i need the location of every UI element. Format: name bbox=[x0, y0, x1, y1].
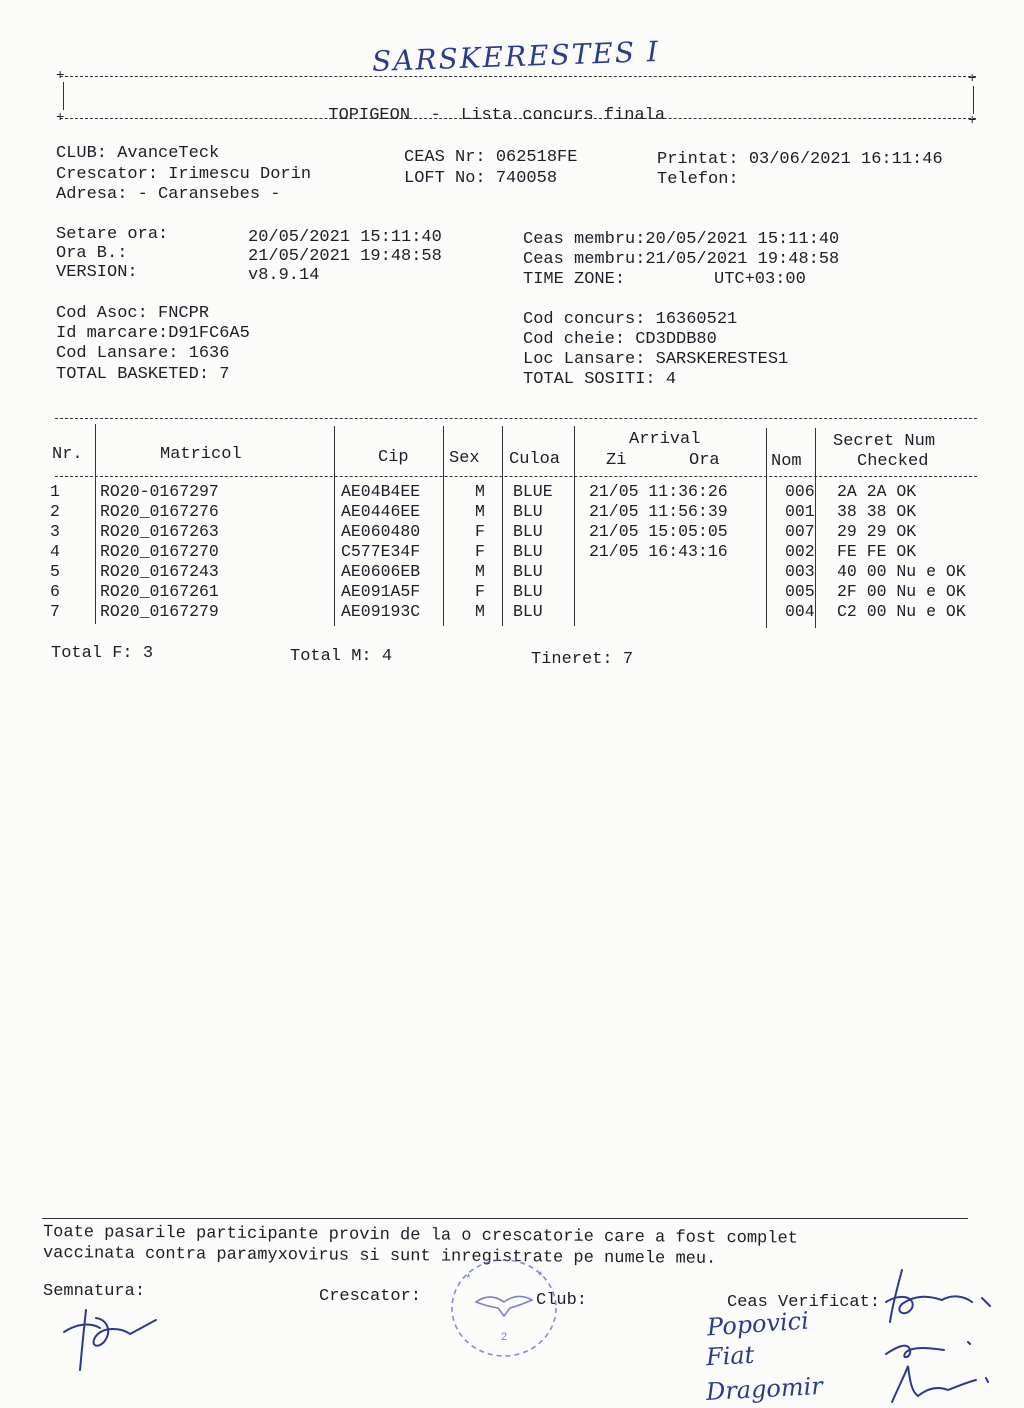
header-title-line bbox=[308, 87, 665, 125]
table-row bbox=[50, 542, 997, 562]
time-zone-label: TIME ZONE: bbox=[523, 270, 626, 289]
cell-cip: AE060480 bbox=[341, 522, 421, 541]
cell-arrival: 21/05 16:43:16 bbox=[589, 542, 728, 561]
total-basketed: TOTAL BASKETED: 7 bbox=[56, 365, 230, 384]
ceas-membru-2: Ceas membru:21/05/2021 19:48:58 bbox=[523, 250, 840, 269]
cell-matricol: RO20-0167297 bbox=[100, 482, 219, 501]
loc-lansare: Loc Lansare: SARSKERESTES1 bbox=[523, 350, 789, 369]
cod-concurs: Cod concurs: 16360521 bbox=[523, 310, 738, 329]
verifier-name-1: Popovici bbox=[706, 1306, 810, 1342]
cell-arrival: 21/05 11:36:26 bbox=[589, 482, 728, 501]
crescator-label: Crescator: bbox=[319, 1287, 422, 1306]
statement-line-1: Toate pasarile participante provin de la o crescatorie care a fost complet bbox=[42, 1223, 798, 1249]
cell-arrival: 21/05 11:56:39 bbox=[589, 502, 728, 521]
table-top-rule bbox=[55, 418, 977, 419]
results-table bbox=[50, 482, 997, 622]
cell-arrival bbox=[585, 602, 781, 622]
loft-no: LOFT No: 740058 bbox=[404, 169, 558, 188]
total-m: Total M: 4 bbox=[290, 647, 393, 666]
table-row bbox=[50, 522, 997, 542]
cell-matricol: RO20_0167276 bbox=[100, 502, 219, 521]
th-arrival: Arrival bbox=[629, 430, 701, 449]
cell-sex: M bbox=[475, 562, 485, 581]
cell-culoa: BLU bbox=[513, 542, 543, 561]
cell-secret: 38 38 OK bbox=[837, 502, 917, 521]
tineret: Tineret: 7 bbox=[531, 650, 634, 669]
cell-cip: C577E34F bbox=[341, 542, 421, 561]
cell-secret: 2F 00 Nu e OK bbox=[837, 582, 966, 601]
version-value: v8.9.14 bbox=[248, 266, 320, 285]
th-matricol: Matricol bbox=[160, 445, 242, 464]
cod-lansare: Cod Lansare: 1636 bbox=[56, 344, 230, 363]
verifier-name-2: Fiat bbox=[705, 1340, 755, 1372]
svg-text:2: 2 bbox=[500, 1331, 508, 1343]
cell-nr: 7 bbox=[50, 602, 60, 621]
ceas-nr: CEAS Nr: 062518FE bbox=[404, 148, 578, 167]
footer-rule bbox=[42, 1218, 968, 1219]
cell-culoa: BLU bbox=[513, 502, 543, 521]
total-sositi: TOTAL SOSITI: 4 bbox=[523, 370, 677, 389]
ora-b-label: Ora B.: bbox=[56, 244, 128, 263]
cell-matricol: RO20_0167279 bbox=[100, 602, 219, 621]
cell-arrival bbox=[585, 582, 781, 602]
cell-sex: M bbox=[475, 482, 485, 501]
header-corner-tr: + bbox=[968, 71, 977, 87]
cell-secret: FE FE OK bbox=[837, 542, 917, 561]
cell-nom: 003 bbox=[785, 562, 815, 581]
ceas-verificat-label: Ceas Verificat: bbox=[727, 1293, 881, 1312]
semnatura-label: Semnatura: bbox=[43, 1282, 146, 1301]
ora-b-value: 21/05/2021 19:48:58 bbox=[248, 247, 442, 266]
cell-culoa: BLU bbox=[513, 522, 543, 541]
header-corner-tl: + bbox=[56, 68, 65, 84]
setare-ora-label: Setare ora: bbox=[56, 225, 169, 244]
cod-asoc: Cod Asoc: FNCPR bbox=[56, 304, 210, 323]
cell-cip: AE0446EE bbox=[341, 502, 421, 521]
signature-icon bbox=[56, 1298, 166, 1382]
cell-nr: 6 bbox=[50, 582, 60, 601]
header-right-border bbox=[973, 86, 974, 114]
th-zi: Zi bbox=[606, 451, 627, 470]
cell-cip: AE04B4EE bbox=[341, 482, 421, 501]
telefon: Telefon: bbox=[657, 170, 739, 189]
th-checked: Checked bbox=[857, 452, 929, 471]
page-title: Lista concurs finala bbox=[461, 106, 666, 125]
th-cip: Cip bbox=[378, 448, 409, 467]
cell-nom: 004 bbox=[785, 602, 815, 621]
cell-nom: 007 bbox=[785, 522, 815, 541]
cell-culoa: BLU bbox=[513, 582, 543, 601]
cell-secret: 2A 2A OK bbox=[837, 482, 917, 501]
header-separator: - bbox=[430, 106, 441, 125]
header-top-rule bbox=[60, 76, 976, 77]
cell-cip: AE09193C bbox=[341, 602, 421, 621]
cell-cip: AE091A5F bbox=[341, 582, 421, 601]
cell-culoa: BLU bbox=[513, 602, 543, 621]
adresa-line: Adresa: - Caransebes - bbox=[56, 185, 281, 204]
cell-matricol: RO20_0167243 bbox=[100, 562, 219, 581]
cell-nr: 3 bbox=[50, 522, 60, 541]
cell-sex: F bbox=[475, 582, 485, 601]
total-f: Total F: 3 bbox=[51, 644, 154, 663]
th-sex: Sex bbox=[449, 449, 480, 468]
club-stamp-icon bbox=[446, 1252, 562, 1364]
cell-matricol: RO20_0167261 bbox=[100, 582, 219, 601]
cell-sex: F bbox=[475, 522, 485, 541]
th-nr: Nr. bbox=[52, 445, 83, 464]
club-line: CLUB: AvanceTeck bbox=[56, 144, 220, 163]
table-row bbox=[50, 582, 997, 602]
crescator-line: Crescator: Irimescu Dorin bbox=[56, 165, 312, 184]
cell-nr: 4 bbox=[50, 542, 60, 561]
cell-nom: 005 bbox=[785, 582, 815, 601]
th-secret-num: Secret Num bbox=[833, 432, 936, 451]
th-culoa: Culoa bbox=[509, 450, 561, 469]
cell-arrival: 21/05 15:05:05 bbox=[589, 522, 728, 541]
header-left-border bbox=[63, 82, 64, 110]
version-label: VERSION: bbox=[56, 263, 138, 282]
cell-sex: F bbox=[475, 542, 485, 561]
svg-text:*: * bbox=[538, 1269, 543, 1283]
cell-sex: M bbox=[475, 502, 485, 521]
table-header-rule bbox=[55, 476, 977, 477]
th-nom: Nom bbox=[771, 452, 802, 471]
printat: Printat: 03/06/2021 16:11:46 bbox=[657, 150, 943, 169]
cell-sex: M bbox=[475, 602, 485, 621]
table-row bbox=[50, 562, 997, 582]
statement-line-2: vaccinata contra paramyxovirus si sunt inregistrate pe numele meu. bbox=[42, 1244, 717, 1269]
setare-ora-value: 20/05/2021 15:11:40 bbox=[248, 228, 442, 247]
cell-secret: 29 29 OK bbox=[837, 522, 917, 541]
cell-nr: 2 bbox=[50, 502, 60, 521]
table-row bbox=[50, 602, 997, 622]
cell-arrival bbox=[585, 562, 781, 582]
cod-cheie: Cod cheie: CD3DDB80 bbox=[523, 330, 717, 349]
handwritten-title: SARSKERESTES I bbox=[371, 34, 661, 79]
cell-cip: AE0606EB bbox=[341, 562, 421, 581]
verifier-name-3: Dragomir bbox=[705, 1371, 824, 1407]
app-name: TOPIGEON bbox=[328, 106, 411, 125]
ceas-membru-1: Ceas membru:20/05/2021 15:11:40 bbox=[523, 230, 840, 249]
cell-nom: 001 bbox=[785, 502, 815, 521]
cell-nr: 1 bbox=[50, 482, 60, 501]
verifier-signatures-icon bbox=[872, 1262, 1012, 1406]
cell-secret: 40 00 Nu e OK bbox=[837, 562, 966, 581]
th-ora: Ora bbox=[689, 451, 720, 470]
cell-nr: 5 bbox=[50, 562, 60, 581]
header-corner-br: + bbox=[968, 113, 977, 129]
cell-nom: 002 bbox=[785, 542, 815, 561]
cell-culoa: BLU bbox=[513, 562, 543, 581]
cell-nom: 006 bbox=[785, 482, 815, 501]
header-corner-bl: + bbox=[56, 110, 65, 126]
svg-text:*: * bbox=[466, 1271, 471, 1285]
table-row bbox=[50, 482, 997, 502]
cell-matricol: RO20_0167263 bbox=[100, 522, 219, 541]
club-label: Club: bbox=[536, 1291, 588, 1310]
cell-secret: C2 00 Nu e OK bbox=[837, 602, 966, 621]
cell-culoa: BLUE bbox=[513, 482, 553, 501]
table-row bbox=[50, 502, 997, 522]
id-marcare: Id marcare:D91FC6A5 bbox=[56, 324, 250, 343]
cell-matricol: RO20_0167270 bbox=[100, 542, 219, 561]
time-zone-value: UTC+03:00 bbox=[714, 270, 806, 289]
